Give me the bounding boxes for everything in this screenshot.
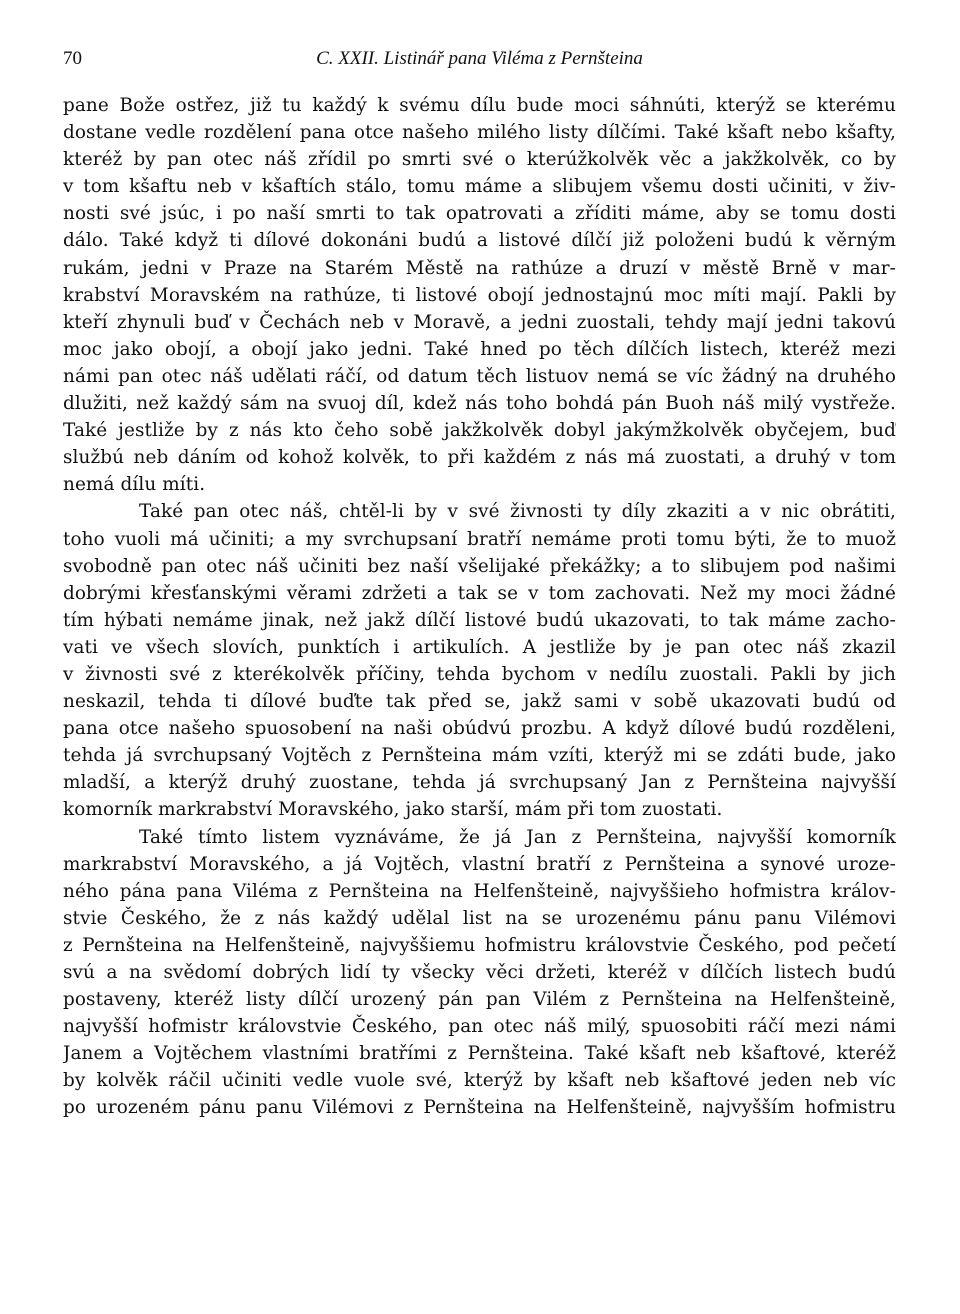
text-line: markrabství Moravského, a já Vojtěch, vlastní bratří z Pernšteina a synové uroze- [63, 853, 896, 875]
text-line: námi pan otec náš udělati ráčí, od datum těch listuov nemá se víc žádný na druhého [63, 365, 896, 387]
paragraph-3 [63, 824, 896, 1122]
text-line: z Pernšteina na Helfenšteině, najvyššiemu hofmistru královstvie Českého, pod pečetí [63, 934, 896, 956]
text-line: komorník markrabství Moravského, jako starší, mám při tom zuostati. [63, 799, 723, 821]
text-line: dobrými křesťanskými věrami zdržeti a tak se v tom zachovati. Než my moci žádné [63, 582, 896, 604]
page-number: 70 [63, 48, 82, 69]
paragraph-1 [63, 92, 896, 498]
text-line: postaveny, kteréž listy dílčí urozený pán pan Vilém z Pernšteina na Helfenšteině, [63, 989, 896, 1011]
text-line: Janem a Vojtěchem vlastními bratřími z Pernšteina. Také kšaft neb kšaftové, kteréž [63, 1043, 896, 1065]
text-line: Také tímto listem vyznáváme, že já Jan z Pernšteina, najvyšší komorník [139, 826, 896, 848]
text-line: tím hýbati nemáme jinak, než jakž dílčí listové budú ukazovati, to tak máme zacho- [63, 609, 896, 631]
text-line: Také pan otec náš, chtěl-li by v své živnosti ty díly zkaziti a v nic obrátiti, [139, 501, 896, 523]
text-line: Také jestliže by z nás kto čeho sobě jakžkolvěk dobyl jakýmžkolvěk obyčejem, buď [63, 420, 896, 442]
text-line: službú neb dáním od kohož kolvěk, to při každém z nás má zuostati, a druhý v tom [63, 447, 896, 469]
text-line: dálo. Také když ti dílové dokonáni budú a listové dílčí již položeni budú k věrným [63, 230, 896, 252]
text-line: mladší, a kterýž druhý zuostane, tehda já svrchupsaný Jan z Pernšteina najvyšší [63, 772, 896, 794]
text-line: svú a na svědomí dobrých lidí ty všecky věci držeti, kteréž v dílčích listech budú [63, 962, 896, 983]
text-line: svobodně pan otec náš učiniti bez naší všelijaké překážky; a to slibujem pod našimi [63, 555, 896, 577]
text-line: pane Bože ostřez, již tu každý k svému dílu bude moci sáhnúti, kterýž se kterému [63, 95, 896, 116]
text-line: kteréž by pan otec náš zřídil po smrti své o kterúžkolvěk věc a jakžkolvěk, co by [63, 149, 896, 171]
document-page [63, 48, 896, 1122]
running-title: C. XXII. Listinář pana Viléma z Pernšteina [316, 48, 643, 69]
text-line: v tom kšaftu neb v kšaftích stálo, tomu máme a slibujem všemu dosti učiniti, v živ- [63, 176, 896, 198]
text-line: po urozeném pánu panu Vilémovi z Pernšteina na Helfenšteině, najvyšším hofmistru [63, 1097, 896, 1119]
text-line: dostane vedle rozdělení pana otce našeho milého listy dílčími. Také kšaft nebo kšafty, [63, 122, 896, 144]
text-line: neskazil, tehda ti dílové buďte tak před se, jakž sami v sobě ukazovati budú od [63, 691, 896, 713]
text-line: najvyšší hofmistr královstvie Českého, pan otec náš milý, spuosobiti ráčí mezi námi [63, 1016, 896, 1038]
document-body [63, 92, 896, 1122]
text-line: vati ve všech slovích, punktích i artikulích. A jestliže by je pan otec náš zkazil [63, 636, 896, 658]
text-line: ného pána pana Viléma z Pernšteina na Helfenšteině, najvyššieho hofmistra králov- [63, 880, 896, 902]
text-line: stvie Českého, že z nás každý udělal list na se urozenému pánu panu Vilémovi [63, 907, 896, 929]
page-header [63, 48, 896, 78]
text-line: by kolvěk ráčil učiniti vedle vuole své, kterýž by kšaft neb kšaftové jeden neb víc [63, 1070, 896, 1092]
text-line: rukám, jedni v Praze na Starém Městě na rathúze a druzí v městě Brně v mar- [63, 257, 896, 279]
text-line: nemá dílu míti. [63, 474, 206, 496]
text-line: dlužiti, než každý sám na svuoj díl, kdež nás toho bohdá pán Buoh náš milý vystřeže. [63, 393, 896, 415]
text-line: pana otce našeho spuosobení na naši obúdvú prozbu. A když dílové budú rozděleni, [63, 718, 896, 740]
text-line: nosti své jsúc, i po naší smrti to tak opatrovati a zříditi máme, aby se tomu dosti [63, 203, 896, 225]
paragraph-2 [63, 498, 896, 823]
text-line: toho vuoli má učiniti; a my svrchupsaní bratří nemáme proti tomu býti, že to muož [63, 528, 896, 550]
text-line: krabství Moravském na rathúze, ti listové obojí jednostajnú moc míti mají. Pakli by [63, 284, 896, 306]
text-line: v živnosti své z kterékolvěk příčiny, tehda bychom v nedílu zuostali. Pakli by jich [63, 663, 896, 685]
text-line: tehda já svrchupsaný Vojtěch z Pernšteina mám vzíti, kterýž mi se zdáti bude, jako [63, 745, 896, 767]
text-line: kteří zhynuli buď v Čechách neb v Moravě, a jedni zuostali, tehdy mají jedni takovú [63, 311, 896, 333]
text-line: moc jako obojí, a obojí jako jedni. Také hned po těch dílčích listech, kteréž mezi [63, 338, 896, 360]
